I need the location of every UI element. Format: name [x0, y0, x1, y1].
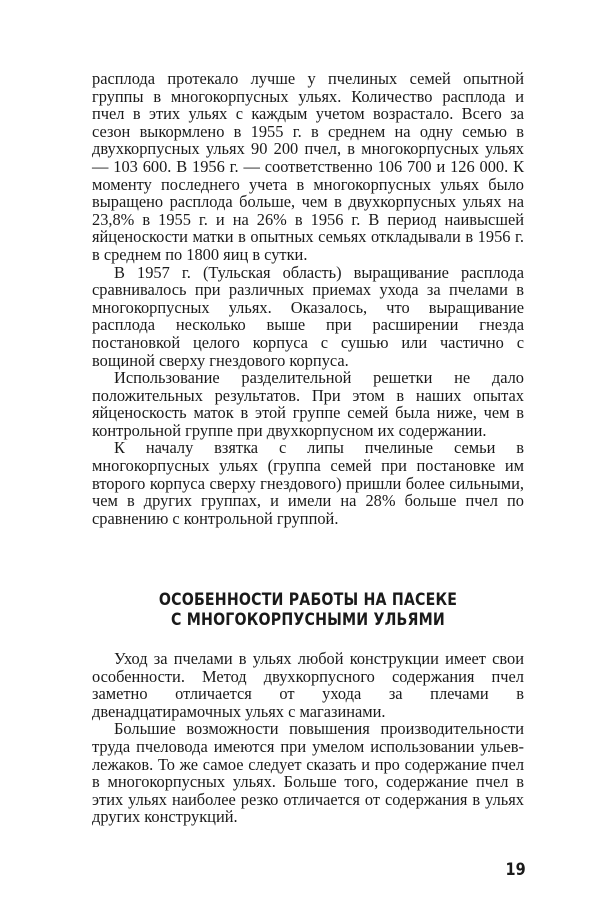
- body-text-top: [92, 70, 524, 527]
- body-text-bottom: [92, 650, 524, 826]
- paragraph-tula-1957: В 1957 г. (Тульская область) выращивание расплода сравнивалось при различных приемах ухода за пчелами в многокорпусных ульях. Оказалось, что выращивание расплода несколько выше при расширении гнезда постановкой целого корпуса с сушью или частично с вощиной сверху гнездового корпуса.: [92, 262, 524, 370]
- section-heading-line-2: С МНОГОКОРПУСНЫМИ УЛЬЯМИ: [171, 610, 445, 629]
- page-number: 19: [505, 860, 526, 880]
- section-heading: [122, 590, 494, 630]
- section-heading-line-1: ОСОБЕННОСТИ РАБОТЫ НА ПАСЕКЕ: [158, 590, 458, 609]
- paragraph-linden-flow: К началу взятка с липы пчелиные семьи в многокорпусных ульях (группа семей при постановке им второго корпуса сверху гнездового) пришли более сильными, чем в других группах, и имели на 28% больше пчел по сравнению с контрольной группой.: [92, 438, 524, 528]
- paragraph-productivity: Большие возможности повышения производительности труда пчеловода имеются при умелом использовании ульев-лежаков. То же самое следует сказать и про содержание пчел в многокорпусных ульях. Больше того, содержание пчел в этих ульях наиболее резко отличается от содержания в ульях других конструкций.: [92, 719, 524, 827]
- paragraph-queen-excluder: Использование разделительной решетки не дало положительных результатов. При этом в наших опытах яйценоскость маток в этой группе семей была ниже, чем в контрольной группе при двухкорпусном их содержании.: [92, 368, 524, 440]
- paragraph-care-features: Уход за пчелами в ульях любой конструкции имеет свои особенности. Метод двухкорпусного содержания пчел заметно отличается от ухода за плечами в двенадцатирамочных ульях с магазинами.: [92, 649, 524, 721]
- paragraph-brood-results: расплода протекало лучше у пчелиных семей опытной группы в многокорпусных ульях. Количество расплода и пчел в этих ульях с каждым учетом возрастало. Всего за сезон выкормлено в 1955 г. в среднем на одну семью в двухкорпусных ульях 90 200 пчел, в многокорпусных ульях — 103 600. В 1956 г. — соответственно 106 700 и 126 000. К моменту последнего учета в многокорпусных ульях было выращено расплода больше, чем в двухкорпусных ульях на 23,8% в 1955 г. и на 26% в 1956 г. В период наивысшей яйценоскости матки в опытных семьях откладывали в 1956 г. в среднем по 1800 яиц в сутки.: [92, 69, 524, 264]
